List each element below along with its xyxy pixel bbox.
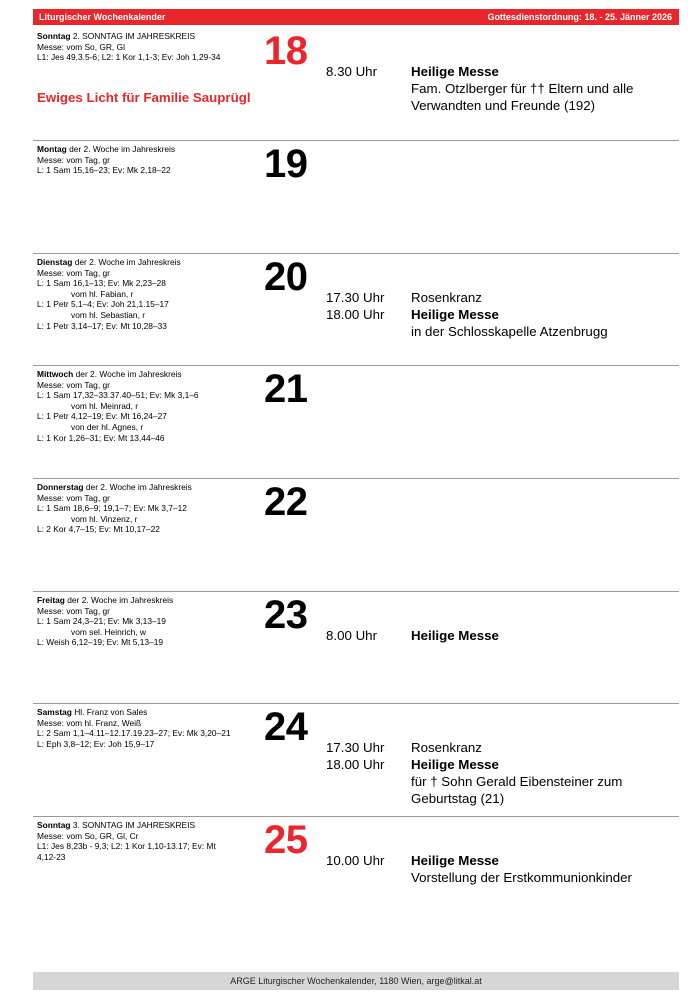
eternal-light-note: Ewiges Licht für Familie Sauprügl xyxy=(37,90,251,105)
service-title: Heilige Messe xyxy=(411,64,499,79)
reading-line: vom hl. Fabian, r xyxy=(71,288,134,299)
liturgy-info xyxy=(37,257,265,331)
day-heading xyxy=(37,595,265,606)
service-title: Heilige Messe xyxy=(411,853,499,868)
liturgy-info xyxy=(37,707,265,749)
service-entry xyxy=(326,739,679,756)
service-list xyxy=(326,289,679,340)
liturgy-info xyxy=(37,820,265,862)
reading-line: L: 1 Petr 5,1–4; Ev: Joh 21,1.15–17 xyxy=(37,299,169,310)
weekday-name: Sonntag xyxy=(37,820,71,830)
weekday-name: Donnerstag xyxy=(37,482,84,492)
reading-line: L: Weish 6,12–19; Ev: Mt 5,13–19 xyxy=(37,637,164,648)
day-title: der 2. Woche im Jahreskreis xyxy=(72,257,181,267)
weekday-name: Freitag xyxy=(37,595,65,605)
day-heading xyxy=(37,369,265,380)
day-block xyxy=(33,816,679,929)
weekday-name: Samstag xyxy=(37,707,72,717)
liturgy-info xyxy=(37,31,265,63)
day-block xyxy=(33,28,679,141)
service-detail: Vorstellung der Erstkommunionkinder xyxy=(411,870,632,885)
service-detail: in der Schlosskapelle Atzenbrugg xyxy=(411,324,608,339)
day-number: 21 xyxy=(264,367,308,411)
service-title: Heilige Messe xyxy=(411,307,499,322)
service-text xyxy=(411,627,679,644)
day-block xyxy=(33,478,679,591)
reading-line: L1: Jes 8,23b - 9,3; L2: 1 Kor 1,10-13.17; Ev: Mt xyxy=(37,841,216,852)
service-time: 18.00 Uhr xyxy=(326,757,385,772)
service-text xyxy=(411,63,679,114)
liturgy-info xyxy=(37,144,265,176)
day-title: der 2. Woche im Jahreskreis xyxy=(66,144,176,154)
header-date-range: Gottesdienstordnung: 18. - 25. Jänner 2026 xyxy=(487,12,672,22)
reading-line: vom hl. Vinzenz, r xyxy=(71,513,138,524)
service-detail: Rosenkranz xyxy=(411,740,482,755)
reading-line: L: 1 Sam 24,3–21; Ev: Mk 3,13–19 xyxy=(37,616,166,627)
day-heading xyxy=(37,482,265,493)
reading-line: L: 1 Sam 16,1–13; Ev: Mk 2,23–28 xyxy=(37,278,166,289)
reading-line: L: 1 Sam 18,6–9; 19,1–7; Ev: Mk 3,7–12 xyxy=(37,503,187,514)
day-number: 19 xyxy=(264,142,308,186)
reading-line: Messe: vom Tag, gr xyxy=(37,379,110,390)
day-title: der 2. Woche im Jahreskreis xyxy=(73,369,182,379)
day-title: Hl. Franz von Sales xyxy=(71,707,148,717)
service-entry xyxy=(326,852,679,886)
day-heading xyxy=(37,707,265,718)
service-detail: für † Sohn Gerald Eibensteiner zum xyxy=(411,774,623,789)
service-entry xyxy=(326,63,679,114)
day-heading xyxy=(37,257,265,268)
day-number: 18 xyxy=(264,29,308,73)
liturgy-info xyxy=(37,482,265,535)
service-detail: Geburtstag (21) xyxy=(411,791,505,806)
service-time: 17.30 Uhr xyxy=(326,290,385,305)
service-entry xyxy=(326,627,679,644)
reading-line: L: 1 Petr 4,12–19; Ev: Mt 16,24–27 xyxy=(37,411,167,422)
service-list xyxy=(326,63,679,114)
day-block xyxy=(33,591,679,704)
day-number: 22 xyxy=(264,480,308,524)
service-title: Heilige Messe xyxy=(411,757,499,772)
reading-line: L: 1 Kor 1,26–31; Ev: Mt 13,44–46 xyxy=(37,432,165,443)
service-time: 8.30 Uhr xyxy=(326,64,377,79)
header-title: Liturgischer Wochenkalender xyxy=(39,12,166,22)
reading-line: vom hl. Sebastian, r xyxy=(71,309,146,320)
service-time: 18.00 Uhr xyxy=(326,307,385,322)
service-detail: Verwandten und Freunde (192) xyxy=(411,98,596,113)
service-text xyxy=(411,739,679,756)
service-detail: Rosenkranz xyxy=(411,290,482,305)
service-list xyxy=(326,739,679,807)
reading-line: 4,12-23 xyxy=(37,851,66,862)
day-block xyxy=(33,703,679,816)
day-heading xyxy=(37,144,265,155)
reading-line: L: 1 Petr 3,14–17; Ev: Mt 10,28–33 xyxy=(37,320,167,331)
day-number: 20 xyxy=(264,255,308,299)
day-block xyxy=(33,140,679,253)
reading-line: vom sel. Heinrich, w xyxy=(71,626,146,637)
reading-line: L: 2 Sam 1,1–4.11–12.17.19.23–27; Ev: Mk 3,20–21 xyxy=(37,728,231,739)
reading-line: L: Eph 3,8–12; Ev: Joh 15,9–17 xyxy=(37,738,155,749)
day-heading xyxy=(37,31,265,42)
reading-line: Messe: vom Tag, gr xyxy=(37,605,110,616)
reading-line: Messe: vom Tag, gr xyxy=(37,267,110,278)
day-number: 25 xyxy=(264,818,308,862)
day-title: 3. SONNTAG IM JAHRESKREIS xyxy=(70,820,196,830)
day-number: 23 xyxy=(264,593,308,637)
reading-line: Messe: vom Tag, gr xyxy=(37,154,110,165)
header-bar xyxy=(33,9,679,25)
service-list xyxy=(326,627,679,644)
liturgy-info xyxy=(37,369,265,443)
day-title: der 2. Woche im Jahreskreis xyxy=(83,482,192,492)
weekday-name: Sonntag xyxy=(37,31,71,41)
reading-line: Messe: vom So, GR, Gl, Cr xyxy=(37,830,139,841)
service-time: 8.00 Uhr xyxy=(326,628,377,643)
day-number: 24 xyxy=(264,705,308,749)
service-time: 17.30 Uhr xyxy=(326,740,385,755)
weekday-name: Montag xyxy=(37,144,67,154)
reading-line: vom hl. Meinrad, r xyxy=(71,400,139,411)
service-detail: Fam. Otzlberger für †† Eltern und alle xyxy=(411,81,634,96)
reading-line: L1: Jes 49,3.5-6; L2: 1 Kor 1,1-3; Ev: Joh 1,29-34 xyxy=(37,52,221,63)
service-text xyxy=(411,852,679,886)
day-title: der 2. Woche im Jahreskreis xyxy=(64,595,174,605)
reading-line: Messe: vom So, GR, Gl xyxy=(37,41,125,52)
service-entry xyxy=(326,756,679,807)
day-block xyxy=(33,365,679,478)
weekday-name: Dienstag xyxy=(37,257,73,267)
liturgy-info xyxy=(37,595,265,648)
service-entry xyxy=(326,306,679,340)
service-title: Heilige Messe xyxy=(411,628,499,643)
reading-line: von der hl. Agnes, r xyxy=(71,421,144,432)
reading-line: L: 2 Kor 4,7–15; Ev: Mt 10,17–22 xyxy=(37,524,160,535)
service-entry xyxy=(326,289,679,306)
reading-line: Messe: vom Tag, gr xyxy=(37,492,110,503)
day-heading xyxy=(37,820,265,831)
day-block xyxy=(33,253,679,366)
reading-line: L: 1 Sam 17,32–33.37.40–51; Ev: Mk 3,1–6 xyxy=(37,390,199,401)
weekday-name: Mittwoch xyxy=(37,369,74,379)
service-text xyxy=(411,306,679,340)
day-title: 2. SONNTAG IM JAHRESKREIS xyxy=(70,31,196,41)
reading-line: Messe: vom hl. Franz, Weiß xyxy=(37,717,142,728)
service-list xyxy=(326,852,679,886)
reading-line: L: 1 Sam 15,16–23; Ev: Mk 2,18–22 xyxy=(37,165,171,176)
footer xyxy=(33,972,679,990)
service-text xyxy=(411,756,679,807)
service-text xyxy=(411,289,679,306)
service-time: 10.00 Uhr xyxy=(326,853,385,868)
footer-text: ARGE Liturgischer Wochenkalender, 1180 Wien, arge@litkal.at xyxy=(230,976,482,986)
